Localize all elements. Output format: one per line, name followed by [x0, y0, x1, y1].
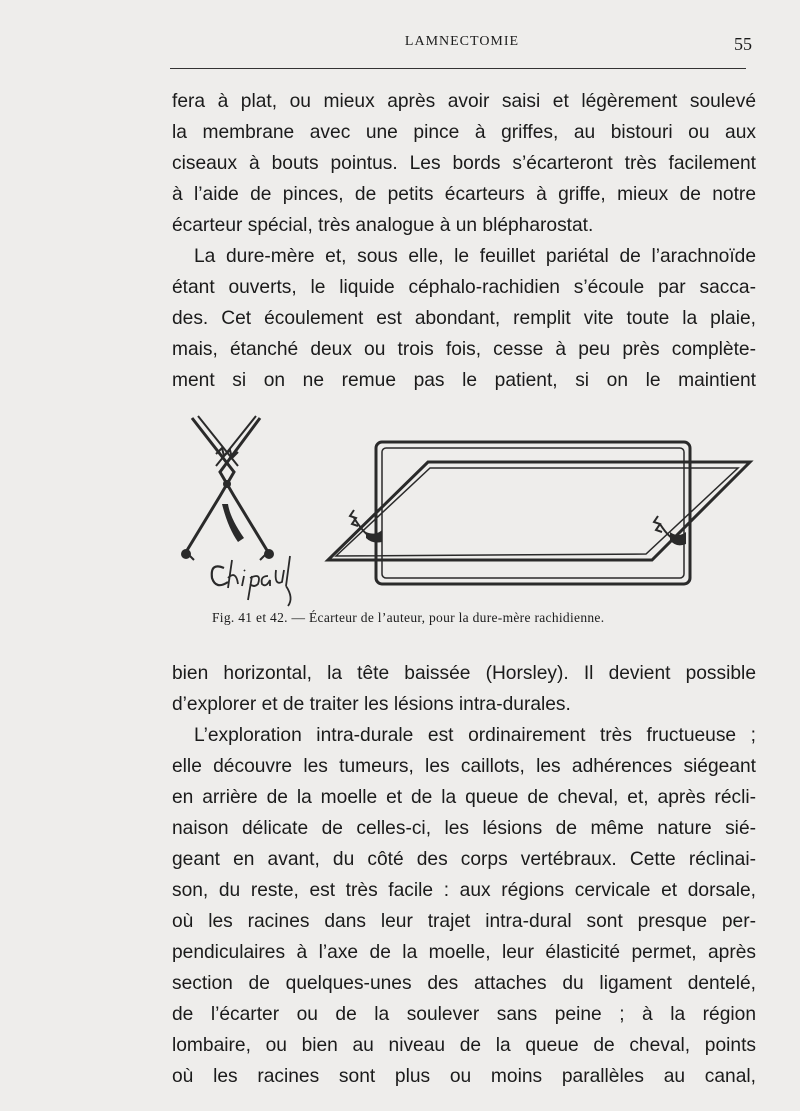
- artist-signature: [212, 556, 291, 606]
- running-title: LAMNECTOMIE: [404, 34, 520, 49]
- text-line: écarteur spécial, très analogue à un blépharostat.: [172, 215, 594, 236]
- text-line: lombaire, ou bien au niveau de la queue de cheval, points: [172, 1035, 756, 1056]
- text-line: geant en avant, du côté des corps vertébraux. Cette réclinai-: [172, 849, 756, 870]
- text-line: la membrane avec une pince à griffes, au bistouri ou aux: [172, 122, 756, 143]
- text-line: en arrière de la moelle et de la queue de cheval, et, après récli-: [172, 787, 756, 808]
- figure-caption: Fig. 41 et 42. — Écarteur de l’auteur, pour la dure-mère rachidienne.: [212, 610, 605, 625]
- text-line: son, du reste, est très facile : aux régions cervicale et dorsale,: [172, 880, 756, 901]
- page-number: 55: [734, 34, 752, 54]
- text-line: section de quelques-unes des attaches du ligament dentelé,: [172, 973, 756, 994]
- text-line: elle découvre les tumeurs, les caillots, les adhérences siégeant: [172, 756, 756, 777]
- text-line: d’explorer et de traiter les lésions intra-durales.: [172, 694, 571, 715]
- text-line: bien horizontal, la tête baissée (Horsley). Il devient possible: [172, 663, 756, 684]
- text-line: à l’aide de pinces, de petits écarteurs à griffe, mieux de notre: [172, 184, 756, 205]
- text-line: des. Cet écoulement est abondant, remplit vite toute la plaie,: [172, 308, 756, 329]
- header-rule: [170, 68, 746, 69]
- figure-retractor: [172, 400, 762, 610]
- text-line: ciseaux à bouts pointus. Les bords s’écarteront très facilement: [172, 153, 756, 174]
- paragraph: [172, 720, 756, 1092]
- running-head: [172, 30, 752, 60]
- text-line: où les racines dans leur trajet intra-dural sont presque per-: [172, 911, 756, 932]
- frame-retractor-drawing: [328, 442, 750, 584]
- text-line: où les racines sont plus ou moins parallèles au canal,: [172, 1066, 756, 1087]
- text-line: de l’écarter ou de la soulever sans peine ; à la région: [172, 1004, 756, 1025]
- text-line: fera à plat, ou mieux après avoir saisi et légèrement soulevé: [172, 91, 756, 112]
- text-line: mais, étanché deux ou trois fois, cesse à peu près complète-: [172, 339, 756, 360]
- text-line: pendiculaires à l’axe de la moelle, leur élasticité permet, après: [172, 942, 756, 963]
- body-text-bottom: [172, 658, 756, 1092]
- text-line: L’exploration intra-durale est ordinairement très fructueuse ;: [194, 725, 756, 746]
- retractor-illustration: [172, 400, 762, 610]
- body-text-top: [172, 86, 756, 396]
- text-line: ment si on ne remue pas le patient, si on le maintient: [172, 370, 756, 391]
- paragraph: [172, 86, 756, 241]
- text-line: naison délicate de celles-ci, les lésions de même nature sié-: [172, 818, 756, 839]
- forceps-drawing: [181, 416, 274, 560]
- paragraph: [172, 241, 756, 396]
- paragraph: [172, 658, 756, 720]
- text-line: étant ouverts, le liquide céphalo-rachidien s’écoule par sacca-: [172, 277, 756, 298]
- text-line: La dure-mère et, sous elle, le feuillet pariétal de l’arachnoïde: [194, 246, 756, 267]
